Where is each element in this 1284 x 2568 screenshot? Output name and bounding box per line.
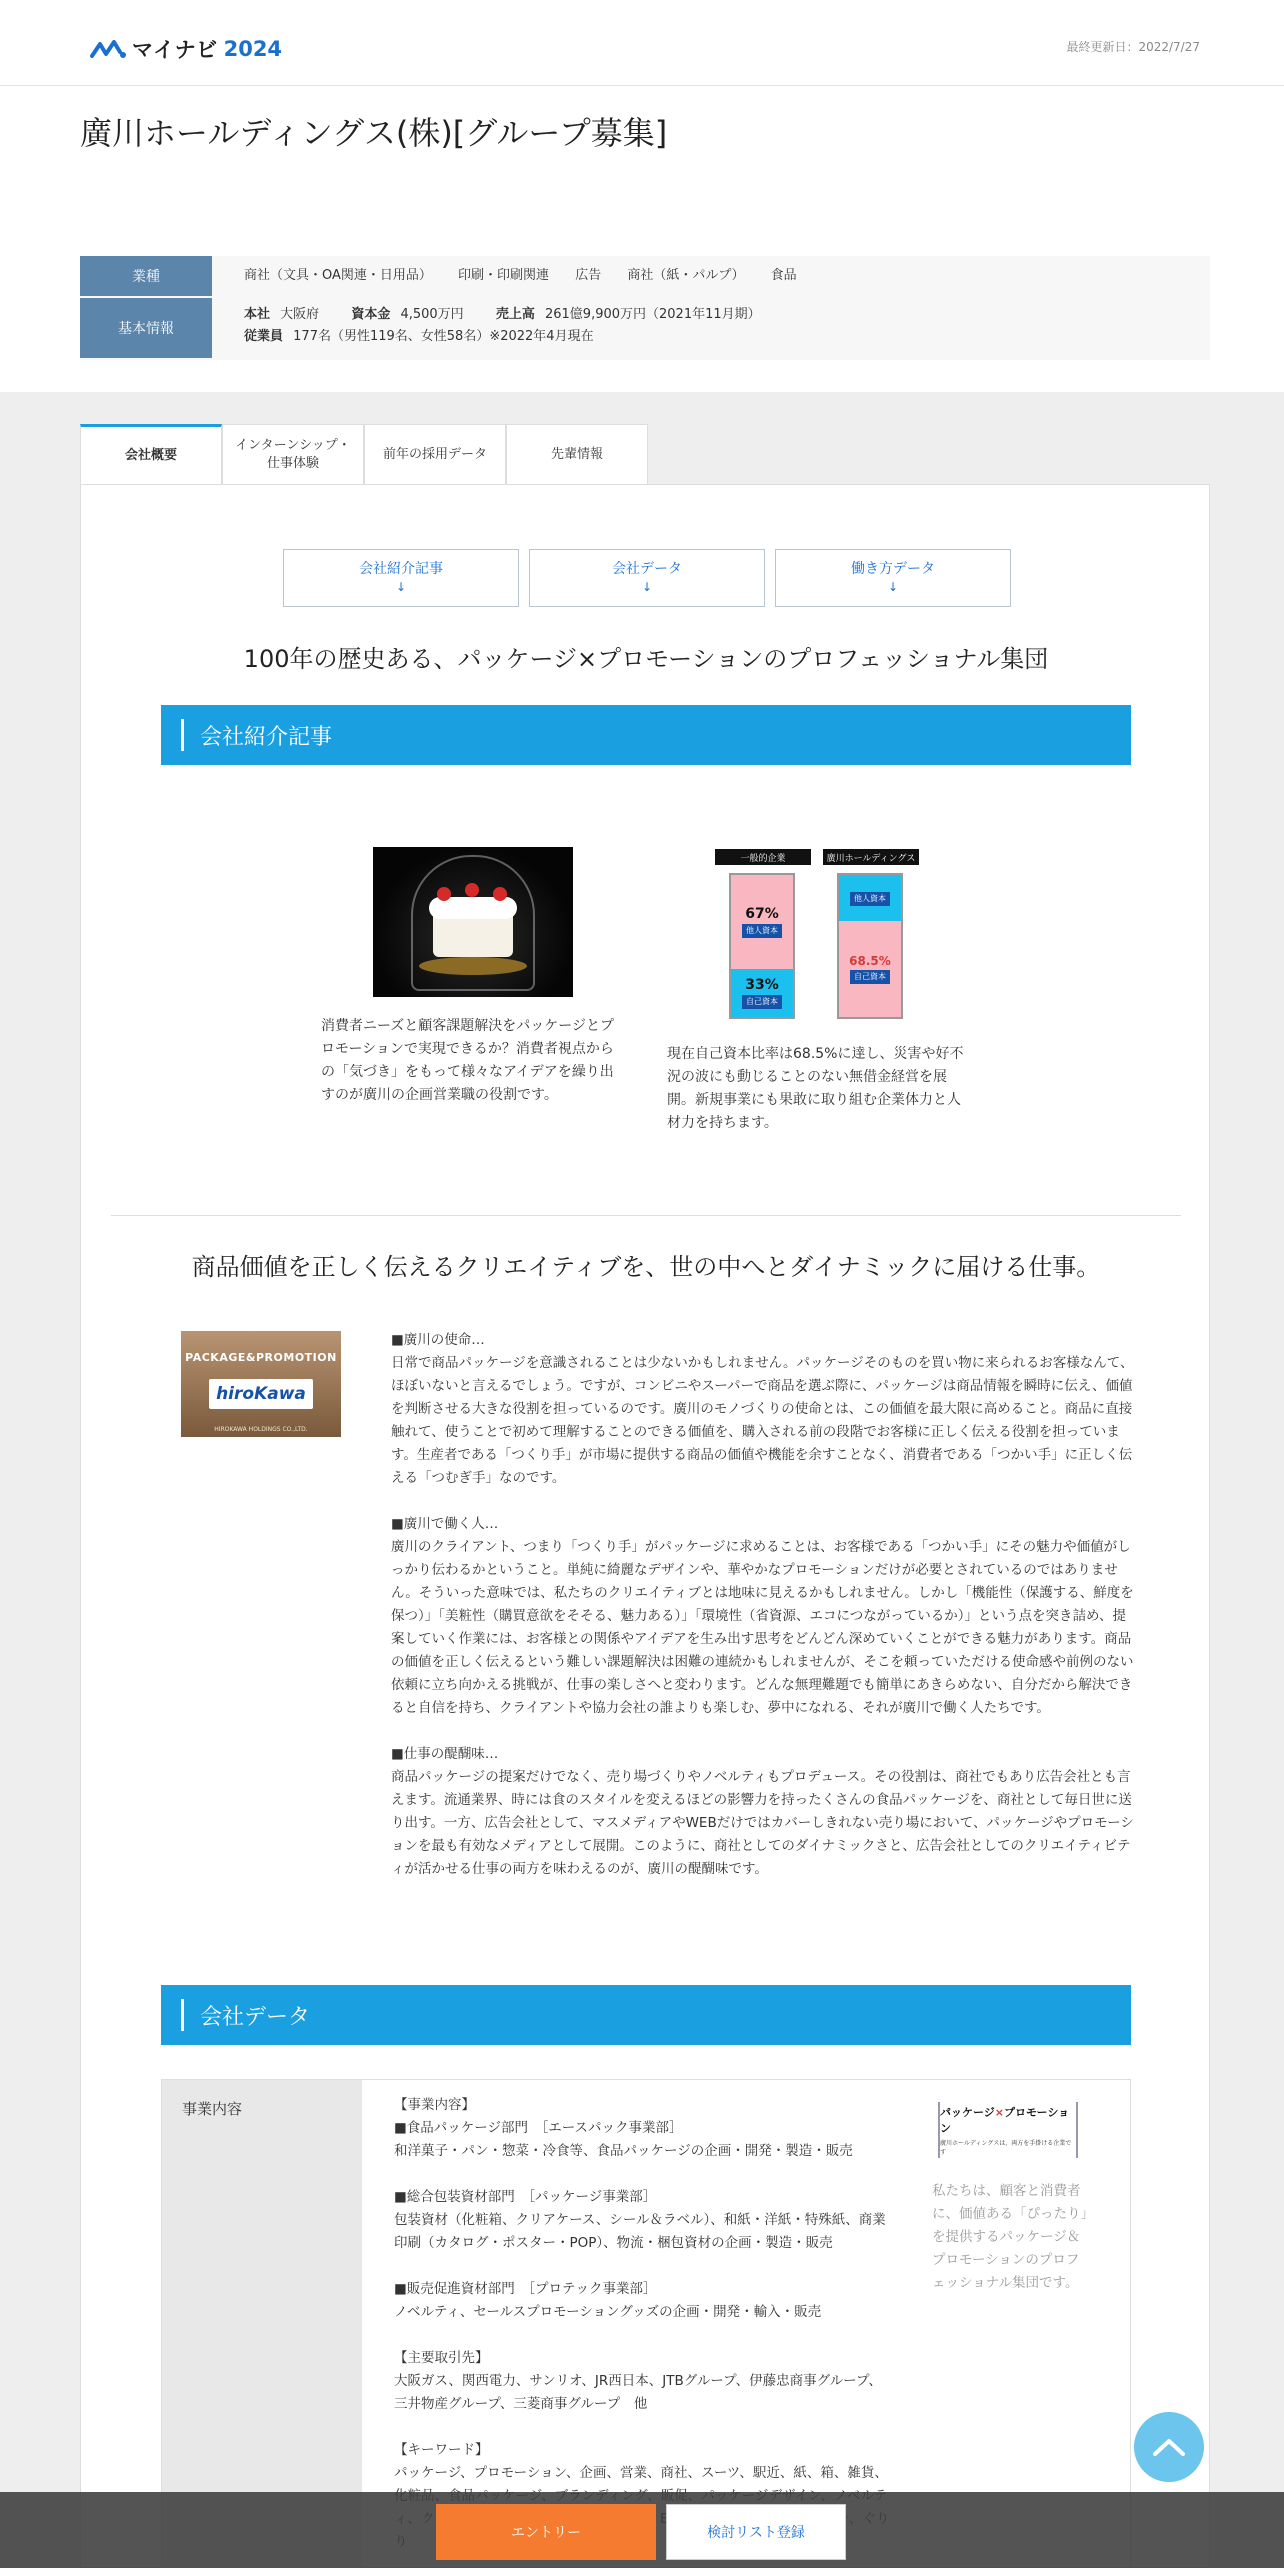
side-description: 私たちは、顧客と消費者に、価値ある「ぴったり」を提供するパッケージ＆プロモーションのプロフェッショナル集団です。 [932,2183,1088,2291]
paragraph-title: ■仕事の醍醐味… [391,1746,499,1762]
basic-info-row [80,298,1210,358]
company-overview-card [80,484,1210,2568]
tag-label: 自己資本 [850,970,890,984]
chart-head-general: 一般的企業 [715,849,811,865]
scroll-to-top-button[interactable] [1134,2412,1204,2482]
anchor-company-data[interactable] [529,549,765,607]
anchor-links [283,549,1011,607]
data-line: ノベルティ、セールスプロモーショングッズの企画・開発・輸入・販売 [394,2304,822,2320]
package-promotion-photo [181,1331,341,1437]
industry-item[interactable]: 商社（紙・パルプ） [627,268,745,283]
data-line: 【主要取引先】 [394,2350,489,2366]
logo-year: 2024 [223,37,283,61]
industry-item[interactable]: 食品 [770,268,797,283]
tag-label: 他人資本 [850,892,890,906]
general-company-bar [729,873,795,1019]
entry-button[interactable]: エントリー [436,2504,656,2560]
paragraph-text: 日常で商品パッケージを意識されることは少ないかもしれません。パッケージそのものを買い物に来られるお客様なんて、ほぼいないと言えるでしょう。ですが、コンビニやスーパーで商品を選ぶ際に、パッケージは商品情報を瞬時に伝え、価値を判断させる大きな役割を担っているのです。廣川のモノづくりの使命とは、この価値を最大限に高めること。商品に直接触れて、使うことで初めて理解することのできる価値を、購入される前の段階でお客様に正しく伝える役割を担っています。生産者である「つくり手」が市場に提供する商品の価値や機能を余すことなく、消費者である「つかい手」に正しく伝える「つむぎ手」なのです。 [391,1355,1134,1486]
section-intro-heading [161,705,1131,765]
equity-ratio-chart [715,849,935,1029]
site-header [0,0,1284,86]
paragraph-title: ■廣川で働く人… [391,1516,499,1532]
paragraph-title: ■廣川の使命… [391,1332,485,1348]
photo-title: PACKAGE&PROMOTION [185,1351,337,1364]
arrow-down-icon: ↓ [395,580,407,594]
data-line: ■食品パッケージ部門 ［エースパック事業部］ [394,2120,683,2136]
sales-value: 261億9,900万円（2021年11月期） [544,307,761,322]
industry-label: 業種 [80,256,212,296]
section-company-data-heading [161,1985,1131,2045]
hirokawa-bar [837,873,903,1019]
data-line: ■総合包装資材部門 ［パッケージ事業部］ [394,2189,657,2205]
heading-tick [181,1999,184,2031]
article-paragraph [391,1513,1135,1720]
chevron-up-icon [1152,2437,1186,2457]
data-line: ■販売促進資材部門 ［プロテック事業部］ [394,2281,657,2297]
hirokawa-logo: hiroKawa [209,1379,313,1409]
section-title: 会社紹介記事 [200,724,333,750]
mynavi-logo[interactable] [90,34,282,64]
own-capital-segment [839,921,901,1017]
mynavi-mark-icon [90,38,128,60]
data-line: パッケージ、プロモーション、企画、営業、商社、スーツ、駅近、紙、箱、雑貨、 [394,2465,888,2481]
capital-key: 資本金 [351,307,391,322]
tag-label: 自己資本 [742,995,782,1009]
divider [111,1215,1181,1216]
logo-text: マイナビ [132,38,218,62]
company-tabs [80,424,648,484]
basic-info-label: 基本情報 [80,298,212,358]
article-body [391,1329,1135,1904]
logo-x: × [994,2106,1004,2119]
arrow-down-icon: ↓ [887,580,899,594]
company-info-box [80,256,1210,360]
data-line: 【事業内容】 [394,2097,475,2113]
industry-item[interactable]: 商社（文具・OA関連・日用品） [244,268,432,283]
pct-label: 68.5% [849,954,891,968]
other-capital-segment [839,875,901,921]
intro-right-text: 現在自己資本比率は68.5%に達し、災害や好不況の波にも動じることのない無借金経営を展開。新規事業にも果敢に取り組む企業体力と人材力を持ちます。 [667,1046,964,1131]
company-name: 廣川ホールディングス(株)[グループ募集] [80,114,668,152]
photo-footer: HIROKAWA HOLDINGS CO.,LTD. [214,1426,308,1433]
article-paragraph [391,1743,1135,1881]
anchor-label: 会社データ [612,561,682,577]
logo-main [940,2104,1076,2136]
anchor-label: 働き方データ [851,561,935,577]
heading-tick [181,719,184,751]
tab-internship[interactable]: インターンシップ・ 仕事体験 [222,424,364,484]
employees-value: 177名（男性119名、女性58名）※2022年4月現在 [293,329,594,344]
business-label: 事業内容 [162,2080,362,2568]
own-capital-segment [731,969,793,1017]
industry-item[interactable]: 広告 [575,268,602,283]
intro-left-text: 消費者ニーズと顧客課題解決をパッケージとプロモーションで実現できるか？消費者視点からの「気づき」をもって様々なアイデアを繰り出すのが廣川の企画営業職の役割です。 [321,1018,615,1103]
paragraph-text: 廣川のクライアント、つまり「つくり手」がパッケージに求めることは、お客様である「つかい手」にその魅力や価値がしっかり伝わるかということ。単純に綺麗なデザインや、華やかなプロモーションだけが必要とされているのではありません。そういった意味では、私たちのクリエイティブとは地味に見えるかもしれません。しかし「機能性（保護する、鮮度を保つ）」「美粧性（購買意欲をそそる、魅力ある）」「環境性（省資源、エコにつながっているか）」という点を突き詰め、提案していく作業には、お客様との関係やアイデアを生み出す思考をどんどん深めていくことができる魅力があります。商品の価値を正しく伝えるという難しい課題解決は困難の連続かもしれませんが、そこを頼っていただける使命感や前例のない依頼に立ち向かえる挑戦が、仕事の楽しさへと変わります。どんな無理難題でも簡単にあきらめない、自分だから解決できると自信を持ち、クライアントや協力会社の誰よりも楽しむ、夢中になれる、それが廣川で働く人たちです。 [391,1539,1134,1716]
paragraph-text: 商品パッケージの提案だけでなく、売り場づくりやノベルティもプロデュース。その役割は、商社でもあり広告会社とも言えます。流通業界、時には食のスタイルを変えるほどの影響力を持ったくさんの食品パッケージを、商社として毎日世に送り出す。一方、広告会社として、マスメディアやWEBだけではカバーしきれない売り場において、パッケージやプロモーションを最も有効なメディアとして展開。このように、商社としてのダイナミックさと、広告会社としてのクリエイティビティが活かせる仕事の両方を味わえるのが、廣川の醍醐味です。 [391,1769,1134,1877]
anchor-label: 会社紹介記事 [359,561,443,577]
capital-value: 4,500万円 [400,307,464,322]
tab-previous-recruit-data[interactable]: 前年の採用データ [364,424,506,484]
data-line: 大阪ガス、関西電力、サンリオ、JR西日本、JTBグループ、伊藤忠商事グループ、三井物産グループ、三菱商事グループ 他 [394,2373,882,2412]
data-line: 和洋菓子・パン・惣菜・冷食等、食品パッケージの企画・開発・製造・販売 [394,2143,853,2159]
chart-head-hirokawa: 廣川ホールディングス [823,849,919,865]
industry-item[interactable]: 印刷・印刷関連 [458,268,550,283]
cake-package-photo [373,847,573,997]
employees-key: 従業員 [244,329,284,344]
tab-senior-info[interactable]: 先輩情報 [506,424,648,484]
pct-label: 67% [745,906,779,922]
last-updated: 最終更新日：2022/7/27 [1066,40,1200,54]
hq-value: 大阪府 [280,307,320,322]
arrow-down-icon: ↓ [641,580,653,594]
anchor-workstyle-data[interactable] [775,549,1011,607]
data-line: 包装資材（化粧箱、クリアケース、シール＆ラベル）、和紙・洋紙・特殊紙、商業印刷（カタログ・ポスター・POP）、物流・梱包資材の企画・製造・販売 [394,2212,886,2251]
industry-list [244,265,819,287]
logo-word: プロモーション [940,2106,1070,2135]
logo-word: パッケージ [940,2106,995,2119]
add-to-list-button[interactable]: 検討リスト登録 [666,2504,846,2560]
anchor-intro-article[interactable] [283,549,519,607]
logo-caption: 廣川ホールディングスは、両方を手掛ける企業です [940,2140,1072,2156]
article-headline: 商品価値を正しく伝えるクリエイティブを、世の中へとダイナミックに届ける仕事。 [191,1253,1101,1281]
bottom-action-bar [0,2492,1284,2568]
industry-row [80,256,1210,296]
section-title: 会社データ [200,2004,311,2030]
catch-copy: 100年の歴史ある、パッケージ×プロモーションのプロフェッショナル集団 [243,645,1049,673]
sales-key: 売上高 [495,307,535,322]
hq-key: 本社 [244,307,271,322]
other-capital-segment [731,875,793,969]
package-promotion-logo [938,2102,1078,2158]
pct-label: 33% [745,977,779,993]
article-paragraph [391,1329,1135,1490]
tab-overview[interactable]: 会社概要 [80,424,222,484]
tag-label: 他人資本 [742,924,782,938]
company-data-side [932,2102,1092,2295]
basic-info-content [244,304,761,348]
data-line: 【キーワード】 [394,2442,489,2458]
